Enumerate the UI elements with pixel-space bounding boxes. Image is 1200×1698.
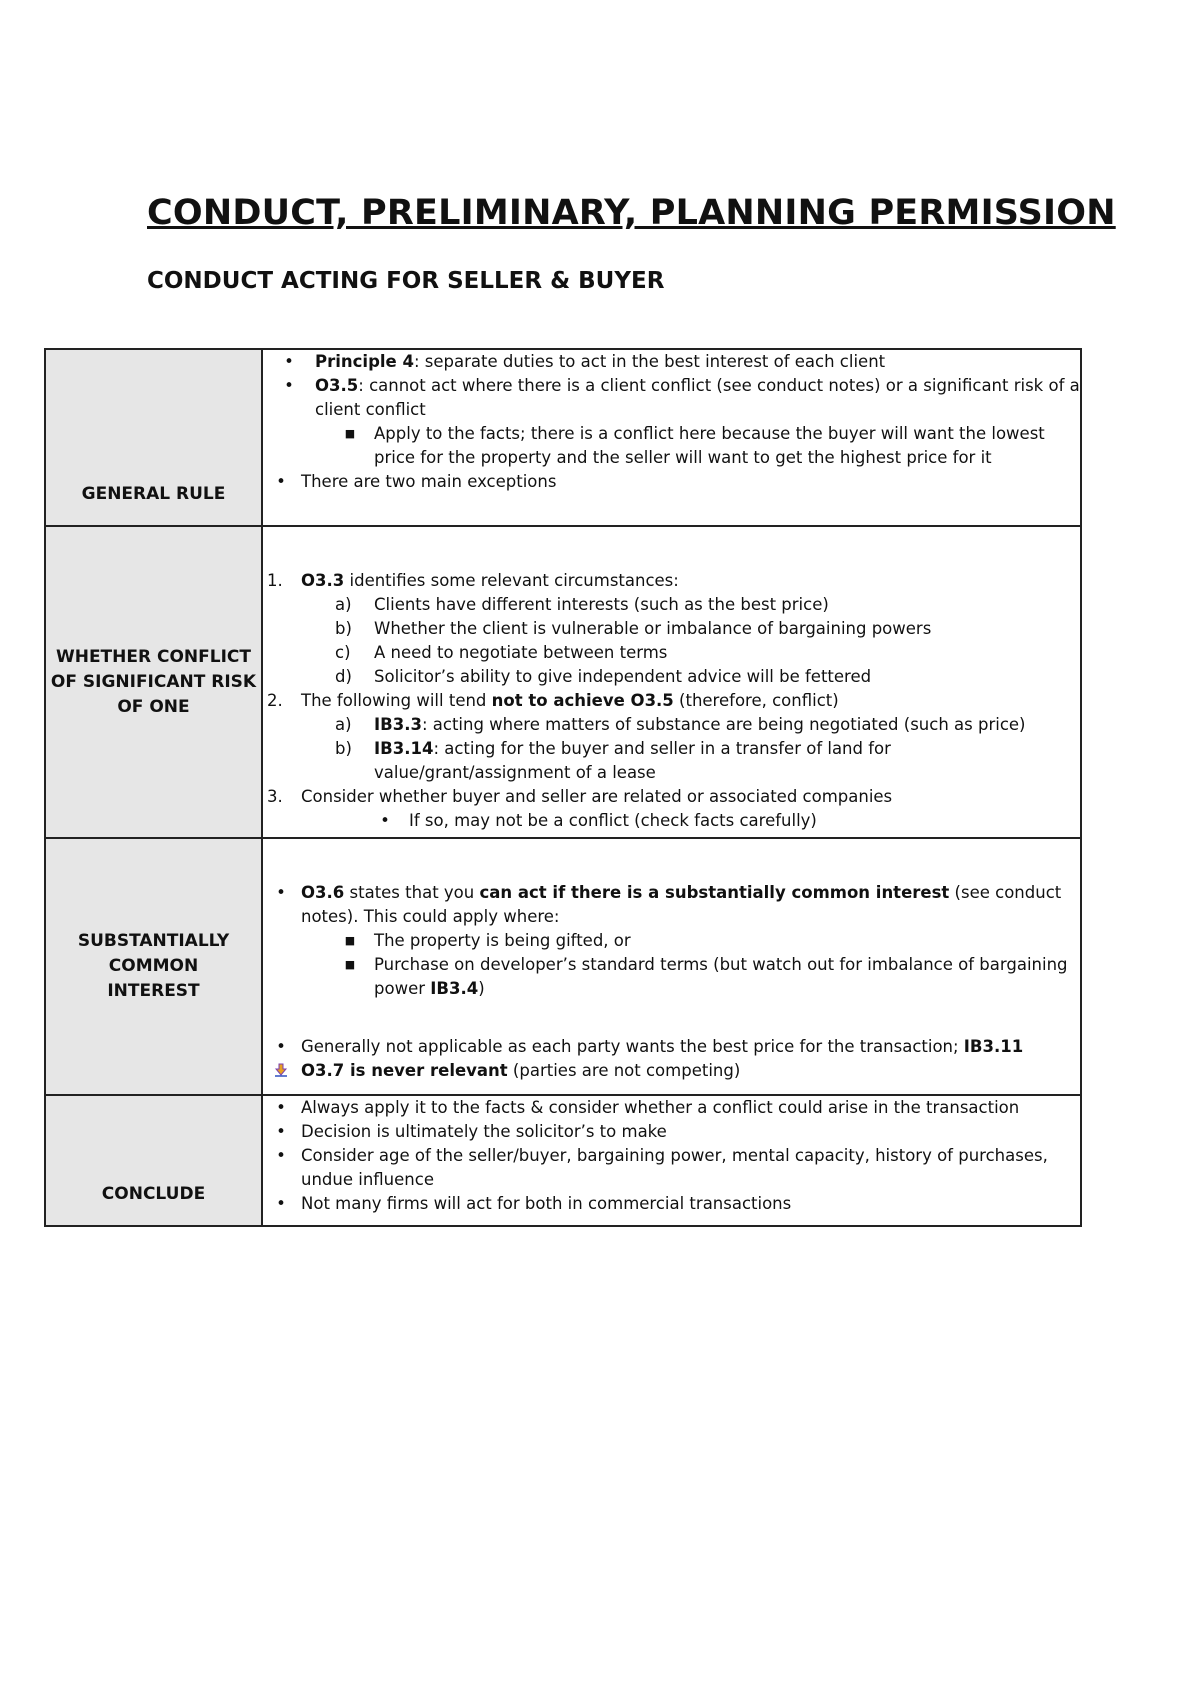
ref-o3-7: O3.7 is never relevant: [301, 1061, 508, 1080]
list-item: [263, 689, 1080, 713]
bullet-marker: •: [284, 352, 294, 371]
item-text: Consider age of the seller/buyer, bargaining power, mental capacity, history of purchases, undue influence: [301, 1146, 1048, 1189]
list-item: [263, 1059, 1080, 1083]
square-marker: ■: [344, 934, 356, 947]
bullet-marker: •: [380, 811, 390, 830]
common-interest-content: [262, 838, 1081, 1095]
bullet-marker: •: [276, 1122, 286, 1141]
conflict-list: [263, 569, 1080, 833]
letter-marker: b): [335, 739, 352, 758]
item-text: : acting for the buyer and seller in a transfer of land for value/grant/assignment of a lease: [374, 739, 891, 782]
row-substantially-common-interest: [45, 838, 1081, 1095]
conclude-list: [263, 1096, 1080, 1216]
conclude-content: [262, 1095, 1081, 1226]
common-interest-label: SUBSTANTIALLY COMMON INTEREST: [45, 838, 262, 1095]
emphasis-text: not to achieve O3.5: [491, 691, 674, 710]
item-text: Always apply it to the facts & consider whether a conflict could arise in the transaction: [301, 1098, 1020, 1117]
ref-principle-4: Principle 4: [315, 352, 414, 371]
item-text: There are two main exceptions: [301, 472, 557, 491]
bullet-marker: •: [276, 883, 286, 902]
item-text: (parties are not competing): [507, 1061, 741, 1080]
bullet-marker: •: [276, 1194, 286, 1213]
letter-marker: b): [335, 619, 352, 638]
item-text: Apply to the facts; there is a conflict here because the buyer will want the lowest price for the property and the seller will want to get the highest price for it: [374, 424, 1045, 467]
general-rule-label: GENERAL RULE: [45, 349, 262, 526]
number-marker: 3.: [267, 787, 283, 806]
square-marker: ■: [344, 427, 356, 440]
section-subtitle: CONDUCT ACTING FOR SELLER & BUYER: [147, 268, 665, 294]
spacer: [263, 1001, 1080, 1035]
row-general-rule: [45, 349, 1081, 526]
common-interest-list-2: [263, 1035, 1080, 1083]
item-text: The property is being gifted, or: [374, 931, 631, 950]
item-text: : separate duties to act in the best interest of each client: [413, 352, 886, 371]
list-item: [263, 881, 1080, 929]
letter-marker: c): [335, 643, 351, 662]
item-text: Purchase on developer’s standard terms (but watch out for imbalance of bargaining power: [374, 955, 1068, 998]
list-item: [263, 953, 1080, 1001]
bullet-marker: •: [284, 376, 294, 395]
item-text: : acting where matters of substance are being negotiated (such as price): [421, 715, 1026, 734]
whether-conflict-content: [262, 526, 1081, 838]
list-item: [263, 1096, 1080, 1120]
row-conclude: [45, 1095, 1081, 1226]
item-text: Solicitor’s ability to give independent advice will be fettered: [374, 667, 872, 686]
item-text: Not many firms will act for both in commercial transactions: [301, 1194, 792, 1213]
item-text: states that you: [344, 883, 480, 902]
item-text: : cannot act where there is a client conflict (see conduct notes) or a significant risk of a client conflict: [315, 376, 1080, 419]
list-item: [263, 374, 1080, 422]
conduct-table: [44, 348, 1082, 1227]
list-item: [263, 1120, 1080, 1144]
emphasis-text: can act if there is a substantially common interest: [479, 883, 950, 902]
ref-o3-5: O3.5: [315, 376, 359, 395]
conclude-label: CONCLUDE: [45, 1095, 262, 1226]
list-item: [263, 641, 1080, 665]
ref-o3-3: O3.3: [301, 571, 345, 590]
bullet-marker: •: [276, 1098, 286, 1117]
ref-o3-6: O3.6: [301, 883, 345, 902]
item-text: Consider whether buyer and seller are related or associated companies: [301, 787, 893, 806]
page-title: CONDUCT, PRELIMINARY, PLANNING PERMISSION: [147, 193, 1116, 233]
letter-marker: d): [335, 667, 352, 686]
list-item: [263, 665, 1080, 689]
list-item: [263, 470, 1080, 494]
square-marker: ■: [344, 958, 356, 971]
item-text: identifies some relevant circumstances:: [344, 571, 679, 590]
number-marker: 2.: [267, 691, 283, 710]
item-text: Generally not applicable as each party wants the best price for the transaction;: [301, 1037, 964, 1056]
list-item: [263, 593, 1080, 617]
letter-marker: a): [335, 715, 352, 734]
list-item: [263, 737, 1080, 785]
item-text: Clients have different interests (such as the best price): [374, 595, 829, 614]
arrow-down-icon-graphic: [274, 1063, 288, 1077]
ref-ib3-3: IB3.3: [374, 715, 422, 734]
arrow-down-icon: [271, 1059, 291, 1083]
common-interest-list: [263, 881, 1080, 1001]
list-item: [263, 350, 1080, 374]
ref-ib3-4: IB3.4: [430, 979, 479, 998]
list-item: [263, 617, 1080, 641]
list-item: [263, 422, 1080, 470]
bullet-marker: •: [276, 1037, 286, 1056]
list-item: [263, 809, 1080, 833]
list-item: [263, 569, 1080, 593]
number-marker: 1.: [267, 571, 283, 590]
item-text: Whether the client is vulnerable or imbalance of bargaining powers: [374, 619, 932, 638]
list-item: [263, 1035, 1080, 1059]
item-text: If so, may not be a conflict (check facts carefully): [409, 811, 817, 830]
bullet-marker: •: [276, 1146, 286, 1165]
list-item: [263, 1192, 1080, 1216]
whether-conflict-label: WHETHER CONFLICT OF SIGNIFICANT RISK OF ONE: [45, 526, 262, 838]
item-text: Decision is ultimately the solicitor’s to make: [301, 1122, 667, 1141]
ref-ib3-11: IB3.11: [963, 1037, 1024, 1056]
ref-ib3-14: IB3.14: [374, 739, 434, 758]
general-rule-list: [263, 350, 1080, 494]
general-rule-content: [262, 349, 1081, 526]
item-text: (therefore, conflict): [673, 691, 839, 710]
bullet-marker: •: [276, 472, 286, 491]
item-text: A need to negotiate between terms: [374, 643, 668, 662]
row-whether-conflict: [45, 526, 1081, 838]
item-text: ): [478, 979, 485, 998]
list-item: [263, 785, 1080, 809]
item-text: (see conduct notes). This could apply where:: [301, 883, 1062, 926]
item-text: The following will tend: [301, 691, 492, 710]
list-item: [263, 929, 1080, 953]
letter-marker: a): [335, 595, 352, 614]
list-item: [263, 1144, 1080, 1192]
list-item: [263, 713, 1080, 737]
